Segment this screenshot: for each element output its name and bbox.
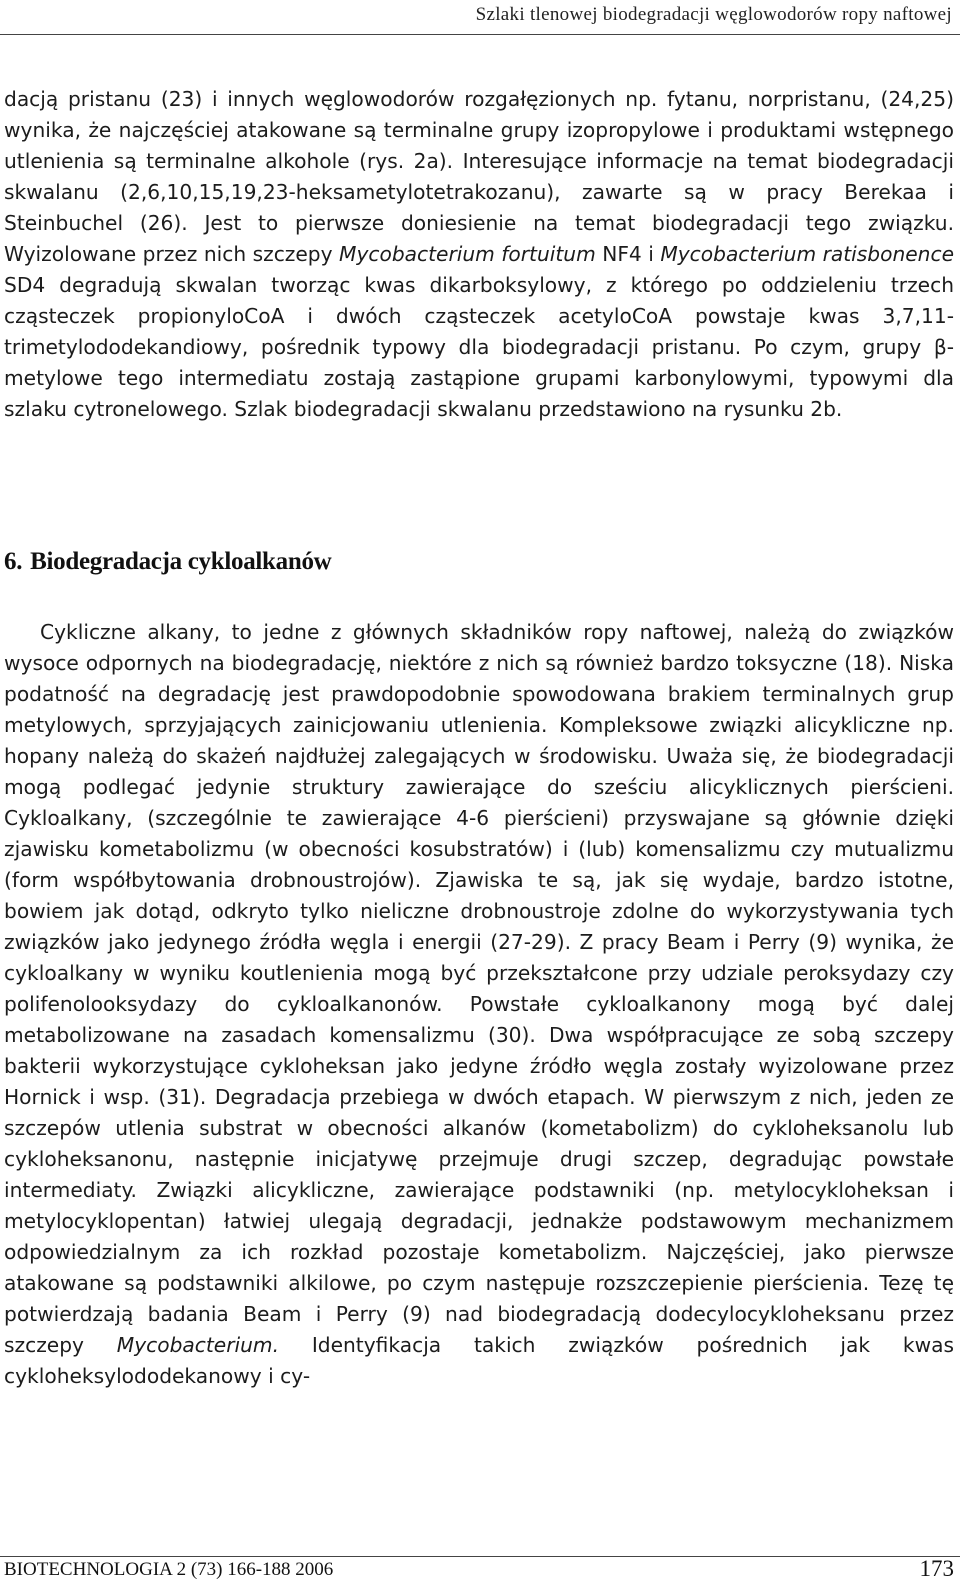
running-header: Szlaki tlenowej biodegradacji węglowodorów ropy naftowej [475,4,952,25]
species-name: Mycobacterium fortuitum [339,242,596,266]
paragraph-text: Cykliczne alkany, to jedne z głównych składników ropy naftowej, należą do związków wysoce odpornych na biodegradację, niektóre z nich są również bardzo toksyczne (18). Niska podatność na degradację jest prawdopodobnie spowodowana brakiem terminalnych grup metylowych, sprzyjających zainicjowaniu utlenienia. Kompleksowe związki alicykliczne np. hopany należą do skażeń najdłużej zalegających w środowisku. Uważa się, że biodegradacji mogą podlegać jedynie struktury zawierające do sześciu alicyklicznych pierścieni. Cykloalkany, (szczególnie te zawierające 4-6 pierścieni) przyswajane są głównie dzięki zjawisku kometabolizmu (w obecności kosubstratów) i (lub) komensalizmu czy mutualizmu (form współbytowania drobnoustrojów). Zjawiska te są, jak się wydaje, bardzo istotne, bowiem jak dotąd, odkryto tylko nieliczne drobnoustroje zdolne do wykorzystywania tych związków jako jedynego źródła węgla i energii (27-29). Z pracy Beam i Perry (9) wynika, że cykloalkany w wyniku koutlenienia mogą być przekształcone przy udziale peroksydazy czy polifenolooksydazy do cykloalkanonów. Powstałe cykloalkanony mogą być dalej metabolizowane na zasadach komensalizmu (30). Dwa współpracujące ze sobą szczepy bakterii wykorzystujące cykloheksan jako jedyne źródło węgla zostały wyizolowane przez Hornick i wsp. (31). Degradacja przebiega w dwóch etapach. W pierwszym z nich, jeden ze szczepów utlenia substrat w obecności alkanów (kometabolizm) do cykloheksanolu lub cykloheksanonu, następnie inicjatywę przejmuje drugi szczep, degradując powstałe intermediaty. Związki alicykliczne, zawierające podstawniki (np. metylocykloheksan i metylocyklopentan) łatwiej ulegają degradacji, jednakże podstawowym mechanizmem odpowiedzialnym za ich rozkład pozostaje kometabolizm. Najczęściej, jako pierwsze atakowane są podstawniki alkilowe, po czym następuje rozszczepienie pierścienia. Tezę tę potwierdzają badania Beam i Perry (9) nad biodegradacją dodecylocykloheksanu przez szczepy [4,620,954,1357]
paragraph-text: dacją pristanu (23) i innych węglowodorów rozgałęzionych np. fytanu, norpristanu, (24,25) wynika, że najczęściej atakowane są terminalne grupy izopropylowe i produktami wstępnego utlenienia są terminalne alkohole (rys. 2a). Interesujące informacje na temat biodegradacji skwalanu (2,6,10,15,19,23-heksametylotetrakozanu), zawarte są w pracy Berekaa i Steinbuchel (26). Jest to pierwsze doniesienie na temat biodegradacji tego związku. Wyizolowane przez nich szczepy [4,87,954,266]
species-name: Mycobacterium ratisbonence [660,242,954,266]
paragraph-text: NF4 i [595,242,661,266]
page-number: 173 [919,1556,954,1581]
header-rule [0,34,960,35]
section-number: 6. [4,548,23,575]
journal-citation: BIOTECHNOLOGIA 2 (73) 166-188 2006 [4,1559,334,1580]
footer-rule [0,1556,960,1557]
paragraph-text: SD4 degradują skwalan tworząc kwas dikarboksylowy, z którego po oddzieleniu trzech cząsteczek propionyloCoA i dwóch cząsteczek acetyloCoA powstaje kwas 3,7,11-trimetylododekandiowy, pośrednik typowy dla biodegradacji pristanu. Po czym, grupy β-metylowe tego intermediatu zostają zastąpione grupami karbonylowymi, typowymi dla szlaku cytronelowego. Szlak biodegradacji skwalanu przedstawiono na rysunku 2b. [4,273,954,421]
body-paragraph-2 [4,617,954,1392]
section-heading [4,548,331,576]
section-title: Biodegradacja cykloalkanów [30,548,332,575]
species-name: Mycobacterium. [116,1333,280,1357]
body-paragraph-1 [4,84,954,425]
paragraph-text: Identyfikacja takich związków pośrednich jak kwas cykloheksylododekanowy i cy- [4,1333,954,1388]
